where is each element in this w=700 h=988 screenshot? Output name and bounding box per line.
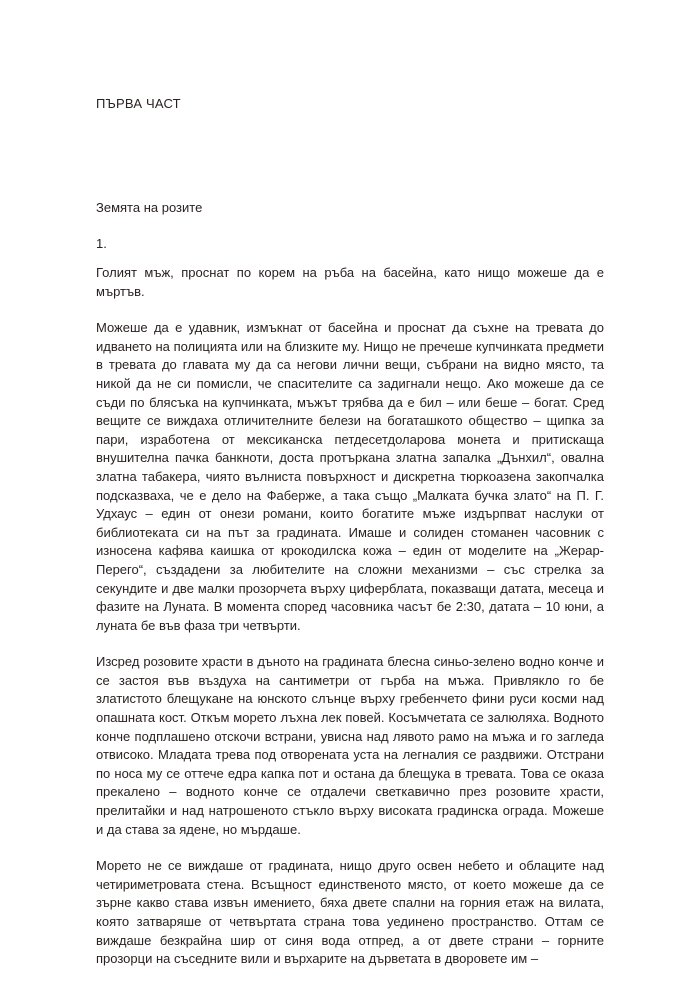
chapter-number: 1. bbox=[96, 236, 107, 251]
document-page bbox=[96, 0, 604, 988]
paragraph: Морето не се виждаше от градината, нищо друго освен небето и облаците над четириметровата стена. Всъщност единственото място, от което можеше да се зърне какво става извън имението, бяха двете спални на горния етаж на вилата, която затваряше от четвъртата страна това уединено пространство. Оттам се виждаше безкрайна шир от синя вода отпред, а от двете страни – горните прозорци на съседните вили и върхарите на дърветата в дворовете им – bbox=[96, 858, 604, 967]
chapter-title: Земята на розите bbox=[96, 200, 203, 215]
paragraph: Можеше да е удавник, измъкнат от басейна и проснат да съхне на тревата до идването на полицията или на близките му. Нищо не пречеше купчинката предмети в тревата до главата му да са негови лични вещи, събрани на видно място, та никой да не си помисли, че спасителите са задигнали нещо. Ако можеше да се съди по блясъка на купчинката, мъжът трябва да е бил – или беше – богат. Сред вещите се виждаха отличителните белези на богаташкото общество – щипка за пари, изработена от мексиканска петдесетдоларова монета и притискаща внушителна пачка банкноти, доста протъркана златна запалка „Дънхил“, овална златна табакера, чиято вълниста повърхност и дискретна тюркоазена закопчалка подсказваха, че е дело на Фаберже, а така също „Малката бучка злато“ на П. Г. Удхаус – един от онези романи, които богатите мъже издърпват наслуки от библиотеката си на път за градината. Имаше и солиден стоманен часовник с износена кафява каишка от крокодилска кожа – един от моделите на „Жерар-Перего“, създадени за любителите на сложни механизми – със стрелка за секундите и две малки прозорчета върху циферблата, показващи датата, месеца и фазите на Луната. В момента според часовника часът бе 2:30, датата – 10 юни, а луната бе във фаза три четвърти. bbox=[96, 320, 604, 633]
paragraph: Изсред розовите храсти в дъното на градината блесна синьо-зелено водно конче и се застоя във въздуха на сантиметри от гърба на мъжа. Привлякло го бе златистото блещукане на юнското слънце върху гребенчето фини руси косми над опашната кост. Откъм морето лъхна лек повей. Косъмчетата се залюляха. Водното конче подплашено отскочи встрани, увисна над лявото рамо на мъжа и го загледа отвисоко. Младата трева под отворената уста на легналия се раздвижи. Отстрани по носа му се оттече едра капка пот и остана да блещука в тревата. Това се оказа прекалено – водното конче се отдалечи светкавично през розовите храсти, прелитайки и над натрошеното стъкло върху високата градинска ограда. Можеше и да става за ядене, но мърдаше. bbox=[96, 654, 604, 837]
part-title: ПЪРВА ЧАСТ bbox=[96, 96, 181, 111]
body-text bbox=[96, 264, 604, 987]
paragraph: Голият мъж, проснат по корем на ръба на басейна, като нищо можеше да е мъртъв. bbox=[96, 265, 604, 299]
